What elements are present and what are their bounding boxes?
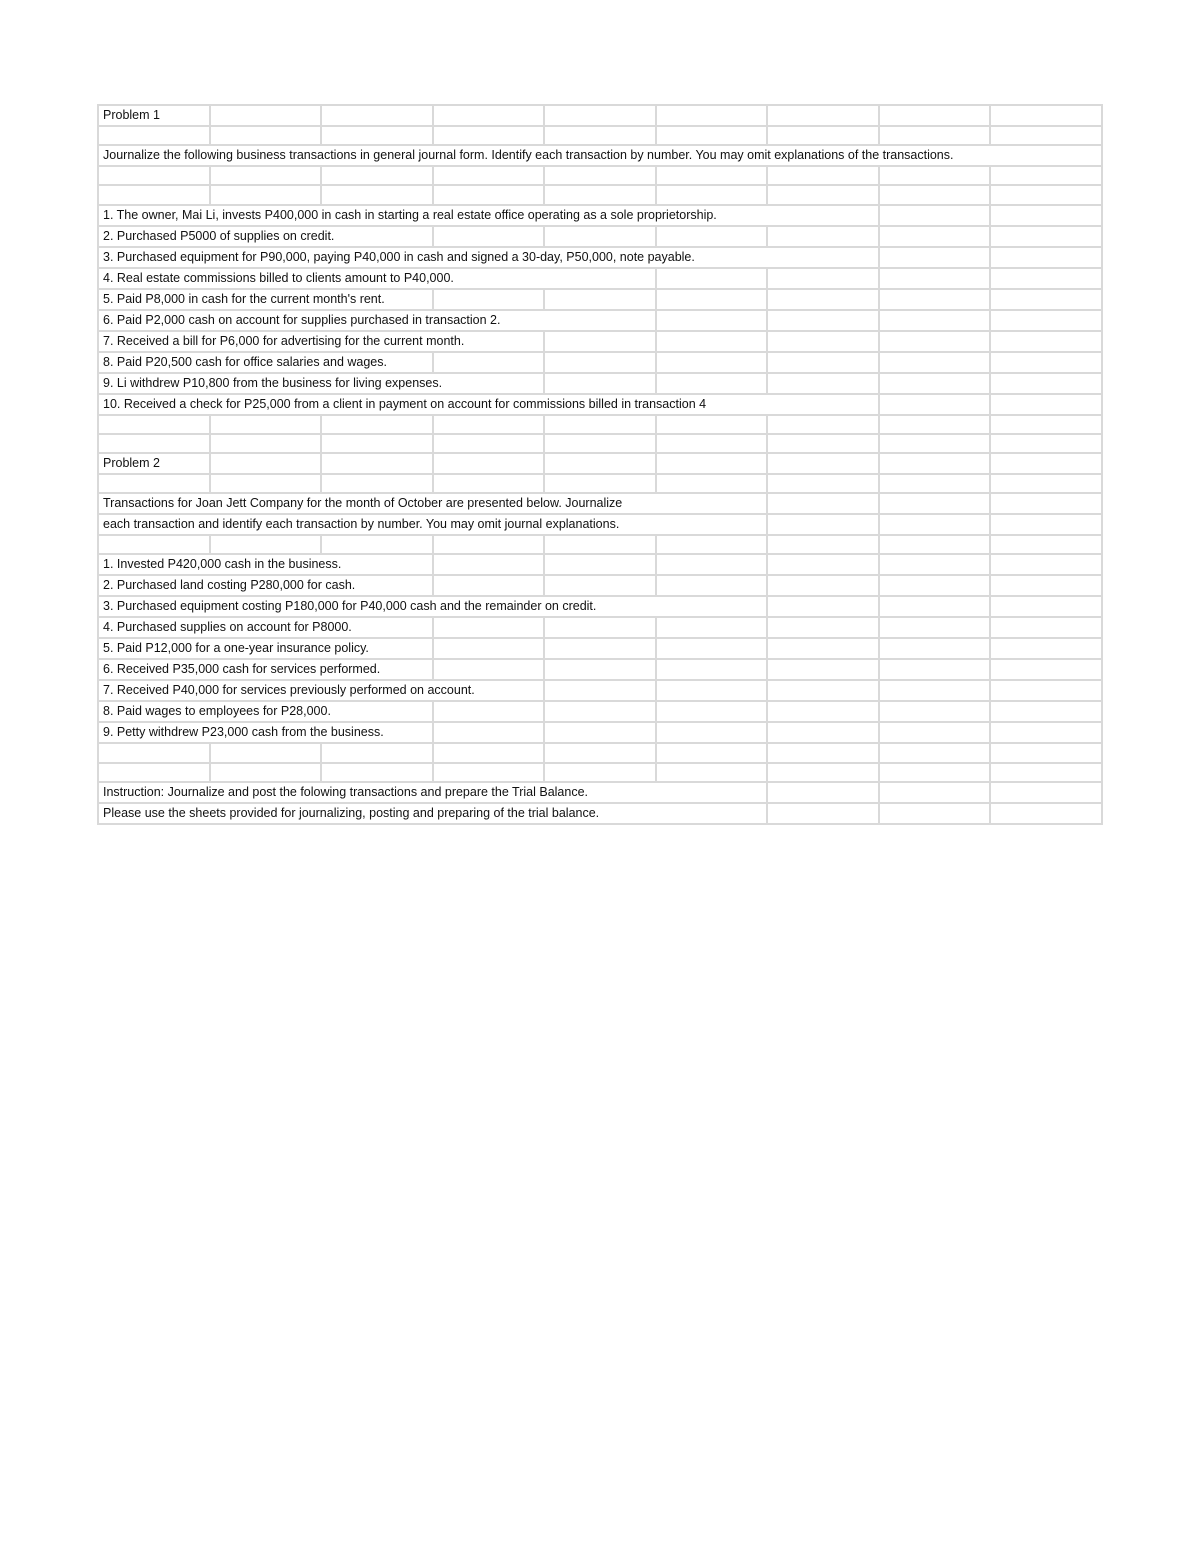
- sheet-row: [98, 226, 1102, 247]
- sheet-cell-empty[interactable]: [656, 226, 767, 247]
- spreadsheet-grid: [97, 104, 1103, 825]
- sheet-cell-empty[interactable]: [767, 514, 879, 535]
- sheet-cell-text[interactable]: [98, 126, 210, 145]
- sheet-cell-empty[interactable]: [879, 743, 990, 762]
- sheet-cell-empty[interactable]: [210, 743, 321, 762]
- sheet-cell-empty[interactable]: [767, 185, 879, 204]
- sheet-row: [98, 145, 1102, 166]
- sheet-cell-empty[interactable]: [210, 434, 321, 453]
- sheet-cell-empty[interactable]: [210, 185, 321, 204]
- sheet-cell-empty[interactable]: [767, 474, 879, 493]
- sheet-cell-empty[interactable]: [433, 226, 544, 247]
- sheet-cell-empty[interactable]: [767, 596, 879, 617]
- sheet-cell-empty[interactable]: [767, 493, 879, 514]
- sheet-cell-empty[interactable]: [767, 803, 879, 824]
- sheet-cell-empty[interactable]: [433, 722, 544, 743]
- sheet-cell-text[interactable]: [98, 415, 210, 434]
- sheet-cell-empty[interactable]: [990, 680, 1102, 701]
- sheet-cell-empty[interactable]: [767, 105, 879, 126]
- sheet-cell-empty[interactable]: [321, 185, 433, 204]
- sheet-cell-empty[interactable]: [990, 166, 1102, 185]
- sheet-cell-empty[interactable]: [544, 105, 656, 126]
- sheet-cell-empty[interactable]: [990, 373, 1102, 394]
- sheet-row: [98, 514, 1102, 535]
- sheet-row: [98, 205, 1102, 226]
- sheet-cell-empty[interactable]: [656, 453, 767, 474]
- sheet-cell-empty[interactable]: [990, 205, 1102, 226]
- sheet-cell-empty[interactable]: [879, 514, 990, 535]
- sheet-cell-empty[interactable]: [656, 268, 767, 289]
- sheet-cell-empty[interactable]: [879, 493, 990, 514]
- sheet-cell-empty[interactable]: [544, 289, 656, 310]
- sheet-cell-text[interactable]: 7. Received a bill for P6,000 for advertising for the current month.: [98, 331, 544, 352]
- sheet-cell-empty[interactable]: [767, 310, 879, 331]
- sheet-cell-empty[interactable]: [544, 680, 656, 701]
- sheet-cell-text[interactable]: 5. Paid P12,000 for a one-year insurance policy.: [98, 638, 433, 659]
- sheet-cell-empty[interactable]: [321, 535, 433, 554]
- sheet-cell-empty[interactable]: [879, 596, 990, 617]
- sheet-cell-text[interactable]: 8. Paid P20,500 cash for office salaries and wages.: [98, 352, 433, 373]
- sheet-cell-empty[interactable]: [544, 415, 656, 434]
- sheet-cell-empty[interactable]: [990, 453, 1102, 474]
- sheet-cell-empty[interactable]: [767, 575, 879, 596]
- sheet-cell-text[interactable]: 4. Purchased supplies on account for P8000.: [98, 617, 433, 638]
- sheet-cell-empty[interactable]: [879, 701, 990, 722]
- sheet-cell-empty[interactable]: [656, 535, 767, 554]
- sheet-cell-empty[interactable]: [433, 575, 544, 596]
- sheet-cell-empty[interactable]: [656, 126, 767, 145]
- sheet-cell-empty[interactable]: [656, 474, 767, 493]
- sheet-cell-empty[interactable]: [433, 434, 544, 453]
- sheet-cell-empty[interactable]: [433, 105, 544, 126]
- sheet-row: [98, 331, 1102, 352]
- sheet-cell-empty[interactable]: [767, 373, 879, 394]
- sheet-cell-empty[interactable]: [321, 763, 433, 782]
- sheet-cell-text[interactable]: [98, 434, 210, 453]
- sheet-cell-empty[interactable]: [990, 554, 1102, 575]
- sheet-cell-empty[interactable]: [544, 331, 656, 352]
- sheet-cell-empty[interactable]: [990, 394, 1102, 415]
- sheet-cell-empty[interactable]: [433, 617, 544, 638]
- sheet-cell-empty[interactable]: [879, 782, 990, 803]
- sheet-cell-empty[interactable]: [210, 453, 321, 474]
- sheet-cell-empty[interactable]: [656, 617, 767, 638]
- sheet-cell-empty[interactable]: [879, 126, 990, 145]
- sheet-cell-empty[interactable]: [210, 474, 321, 493]
- sheet-cell-text[interactable]: Journalize the following business transactions in general journal form. Identify each transaction by number. You may omit explanations of the transactions.: [98, 145, 1102, 166]
- sheet-cell-empty[interactable]: [879, 352, 990, 373]
- sheet-cell-empty[interactable]: [767, 331, 879, 352]
- sheet-cell-empty[interactable]: [433, 352, 544, 373]
- sheet-cell-text[interactable]: 10. Received a check for P25,000 from a client in payment on account for commissions billed in transaction 4: [98, 394, 879, 415]
- sheet-cell-text[interactable]: 5. Paid P8,000 in cash for the current month's rent.: [98, 289, 433, 310]
- sheet-cell-empty[interactable]: [767, 453, 879, 474]
- sheet-cell-empty[interactable]: [879, 659, 990, 680]
- sheet-cell-empty[interactable]: [990, 722, 1102, 743]
- sheet-cell-text[interactable]: 8. Paid wages to employees for P28,000.: [98, 701, 433, 722]
- sheet-cell-empty[interactable]: [656, 185, 767, 204]
- sheet-cell-empty[interactable]: [879, 453, 990, 474]
- sheet-cell-empty[interactable]: [321, 453, 433, 474]
- sheet-cell-empty[interactable]: [879, 310, 990, 331]
- sheet-cell-empty[interactable]: [656, 310, 767, 331]
- sheet-cell-empty[interactable]: [990, 493, 1102, 514]
- sheet-cell-empty[interactable]: [990, 638, 1102, 659]
- sheet-cell-empty[interactable]: [990, 575, 1102, 596]
- sheet-cell-empty[interactable]: [990, 415, 1102, 434]
- sheet-cell-empty[interactable]: [879, 331, 990, 352]
- sheet-cell-text[interactable]: 7. Received P40,000 for services previously performed on account.: [98, 680, 544, 701]
- sheet-cell-empty[interactable]: [656, 289, 767, 310]
- sheet-cell-empty[interactable]: [544, 185, 656, 204]
- sheet-cell-empty[interactable]: [990, 247, 1102, 268]
- sheet-cell-empty[interactable]: [990, 617, 1102, 638]
- sheet-cell-empty[interactable]: [544, 126, 656, 145]
- sheet-row: [98, 680, 1102, 701]
- sheet-cell-empty[interactable]: [990, 782, 1102, 803]
- sheet-row: [98, 554, 1102, 575]
- sheet-cell-empty[interactable]: [433, 638, 544, 659]
- sheet-cell-text[interactable]: 9. Li withdrew P10,800 from the business for living expenses.: [98, 373, 544, 394]
- sheet-cell-empty[interactable]: [879, 247, 990, 268]
- sheet-cell-empty[interactable]: [767, 434, 879, 453]
- sheet-cell-empty[interactable]: [321, 434, 433, 453]
- sheet-row: [98, 289, 1102, 310]
- sheet-row: [98, 415, 1102, 434]
- sheet-cell-empty[interactable]: [879, 373, 990, 394]
- sheet-cell-empty[interactable]: [321, 743, 433, 762]
- sheet-cell-empty[interactable]: [990, 701, 1102, 722]
- sheet-cell-empty[interactable]: [879, 105, 990, 126]
- sheet-cell-empty[interactable]: [879, 415, 990, 434]
- sheet-row: [98, 247, 1102, 268]
- sheet-cell-empty[interactable]: [990, 434, 1102, 453]
- sheet-cell-text[interactable]: 2. Purchased P5000 of supplies on credit.: [98, 226, 433, 247]
- sheet-cell-empty[interactable]: [767, 289, 879, 310]
- sheet-cell-empty[interactable]: [990, 514, 1102, 535]
- sheet-cell-empty[interactable]: [990, 289, 1102, 310]
- sheet-row: [98, 743, 1102, 762]
- sheet-cell-empty[interactable]: [656, 638, 767, 659]
- sheet-cell-text[interactable]: 1. Invested P420,000 cash in the business.: [98, 554, 433, 575]
- sheet-cell-empty[interactable]: [321, 126, 433, 145]
- sheet-cell-empty[interactable]: [767, 617, 879, 638]
- sheet-cell-empty[interactable]: [879, 535, 990, 554]
- sheet-cell-empty[interactable]: [321, 415, 433, 434]
- sheet-cell-text[interactable]: 3. Purchased equipment for P90,000, paying P40,000 in cash and signed a 30-day, P50,000, note payable.: [98, 247, 879, 268]
- sheet-cell-empty[interactable]: [767, 659, 879, 680]
- sheet-row: [98, 126, 1102, 145]
- sheet-cell-empty[interactable]: [656, 373, 767, 394]
- sheet-row: [98, 596, 1102, 617]
- sheet-cell-empty[interactable]: [544, 659, 656, 680]
- sheet-cell-empty[interactable]: [544, 226, 656, 247]
- sheet-row: [98, 701, 1102, 722]
- sheet-row: [98, 638, 1102, 659]
- sheet-cell-empty[interactable]: [544, 701, 656, 722]
- sheet-cell-empty[interactable]: [879, 434, 990, 453]
- sheet-cell-empty[interactable]: [879, 474, 990, 493]
- sheet-cell-empty[interactable]: [656, 415, 767, 434]
- sheet-cell-empty[interactable]: [767, 554, 879, 575]
- sheet-cell-empty[interactable]: [767, 743, 879, 762]
- sheet-cell-empty[interactable]: [544, 373, 656, 394]
- sheet-cell-empty[interactable]: [544, 453, 656, 474]
- sheet-row: [98, 310, 1102, 331]
- sheet-cell-text[interactable]: Problem 1: [98, 105, 210, 126]
- sheet-row: [98, 803, 1102, 824]
- sheet-cell-empty[interactable]: [433, 474, 544, 493]
- sheet-cell-empty[interactable]: [656, 352, 767, 373]
- sheet-cell-text[interactable]: Problem 2: [98, 453, 210, 474]
- sheet-cell-empty[interactable]: [544, 575, 656, 596]
- sheet-cell-text[interactable]: 6. Paid P2,000 cash on account for supplies purchased in transaction 2.: [98, 310, 656, 331]
- sheet-cell-empty[interactable]: [656, 680, 767, 701]
- sheet-cell-text[interactable]: each transaction and identify each transaction by number. You may omit journal explanations.: [98, 514, 767, 535]
- sheet-cell-empty[interactable]: [210, 535, 321, 554]
- sheet-cell-empty[interactable]: [879, 394, 990, 415]
- sheet-cell-empty[interactable]: [433, 554, 544, 575]
- sheet-cell-text[interactable]: 3. Purchased equipment costing P180,000 for P40,000 cash and the remainder on credit.: [98, 596, 767, 617]
- sheet-cell-empty[interactable]: [656, 554, 767, 575]
- sheet-cell-text[interactable]: [98, 185, 210, 204]
- sheet-cell-empty[interactable]: [990, 105, 1102, 126]
- sheet-cell-empty[interactable]: [767, 782, 879, 803]
- sheet-cell-text[interactable]: [98, 535, 210, 554]
- sheet-row: [98, 575, 1102, 596]
- sheet-cell-empty[interactable]: [544, 474, 656, 493]
- sheet-cell-empty[interactable]: [544, 352, 656, 373]
- sheet-cell-empty[interactable]: [879, 226, 990, 247]
- sheet-cell-empty[interactable]: [879, 617, 990, 638]
- sheet-cell-empty[interactable]: [990, 803, 1102, 824]
- sheet-cell-empty[interactable]: [656, 722, 767, 743]
- sheet-cell-empty[interactable]: [433, 166, 544, 185]
- sheet-cell-empty[interactable]: [433, 763, 544, 782]
- sheet-cell-text[interactable]: 2. Purchased land costing P280,000 for cash.: [98, 575, 433, 596]
- sheet-cell-empty[interactable]: [879, 268, 990, 289]
- sheet-row: [98, 722, 1102, 743]
- sheet-row: [98, 434, 1102, 453]
- sheet-cell-empty[interactable]: [767, 352, 879, 373]
- sheet-cell-empty[interactable]: [879, 638, 990, 659]
- sheet-cell-empty[interactable]: [544, 554, 656, 575]
- sheet-cell-empty[interactable]: [990, 743, 1102, 762]
- sheet-cell-empty[interactable]: [767, 638, 879, 659]
- sheet-cell-empty[interactable]: [544, 743, 656, 762]
- sheet-cell-text[interactable]: 4. Real estate commissions billed to clients amount to P40,000.: [98, 268, 656, 289]
- sheet-row: [98, 659, 1102, 680]
- sheet-cell-empty[interactable]: [767, 166, 879, 185]
- sheet-cell-empty[interactable]: [656, 701, 767, 722]
- sheet-cell-empty[interactable]: [990, 352, 1102, 373]
- sheet-cell-empty[interactable]: [656, 166, 767, 185]
- sheet-cell-empty[interactable]: [879, 803, 990, 824]
- sheet-cell-empty[interactable]: [544, 638, 656, 659]
- sheet-cell-empty[interactable]: [210, 166, 321, 185]
- sheet-cell-empty[interactable]: [321, 105, 433, 126]
- sheet-cell-empty[interactable]: [433, 743, 544, 762]
- sheet-cell-empty[interactable]: [433, 289, 544, 310]
- sheet-cell-empty[interactable]: [767, 680, 879, 701]
- sheet-cell-empty[interactable]: [767, 126, 879, 145]
- sheet-cell-empty[interactable]: [656, 743, 767, 762]
- sheet-row: [98, 352, 1102, 373]
- sheet-cell-empty[interactable]: [544, 434, 656, 453]
- sheet-cell-empty[interactable]: [990, 126, 1102, 145]
- sheet-cell-empty[interactable]: [544, 617, 656, 638]
- sheet-row: [98, 373, 1102, 394]
- sheet-row: [98, 453, 1102, 474]
- sheet-cell-empty[interactable]: [990, 226, 1102, 247]
- sheet-cell-text[interactable]: Instruction: Journalize and post the folowing transactions and prepare the Trial Balance.: [98, 782, 767, 803]
- sheet-cell-empty[interactable]: [879, 680, 990, 701]
- sheet-cell-empty[interactable]: [210, 415, 321, 434]
- sheet-cell-empty[interactable]: [321, 166, 433, 185]
- sheet-cell-empty[interactable]: [433, 453, 544, 474]
- sheet-cell-empty[interactable]: [879, 554, 990, 575]
- sheet-row: [98, 782, 1102, 803]
- sheet-cell-empty[interactable]: [990, 310, 1102, 331]
- sheet-cell-empty[interactable]: [656, 105, 767, 126]
- sheet-row: [98, 535, 1102, 554]
- sheet-cell-empty[interactable]: [879, 205, 990, 226]
- sheet-cell-empty[interactable]: [767, 415, 879, 434]
- sheet-cell-empty[interactable]: [656, 659, 767, 680]
- sheet-cell-text[interactable]: [98, 474, 210, 493]
- sheet-cell-empty[interactable]: [990, 268, 1102, 289]
- sheet-cell-empty[interactable]: [544, 166, 656, 185]
- sheet-cell-empty[interactable]: [210, 105, 321, 126]
- sheet-cell-empty[interactable]: [210, 763, 321, 782]
- sheet-cell-empty[interactable]: [433, 415, 544, 434]
- sheet-cell-empty[interactable]: [767, 722, 879, 743]
- sheet-cell-empty[interactable]: [433, 126, 544, 145]
- sheet-cell-empty[interactable]: [990, 474, 1102, 493]
- sheet-cell-empty[interactable]: [990, 535, 1102, 554]
- sheet-cell-empty[interactable]: [767, 268, 879, 289]
- sheet-cell-empty[interactable]: [544, 722, 656, 743]
- sheet-cell-empty[interactable]: [990, 763, 1102, 782]
- sheet-cell-empty[interactable]: [767, 226, 879, 247]
- sheet-row: [98, 394, 1102, 415]
- sheet-cell-empty[interactable]: [879, 166, 990, 185]
- sheet-cell-text[interactable]: Transactions for Joan Jett Company for the month of October are presented below. Journalize: [98, 493, 767, 514]
- sheet-cell-empty[interactable]: [879, 185, 990, 204]
- sheet-row: [98, 268, 1102, 289]
- sheet-cell-empty[interactable]: [879, 763, 990, 782]
- sheet-cell-empty[interactable]: [656, 763, 767, 782]
- sheet-cell-empty[interactable]: [210, 126, 321, 145]
- sheet-cell-text[interactable]: 1. The owner, Mai Li, invests P400,000 in cash in starting a real estate office operating as a sole proprietorship.: [98, 205, 879, 226]
- sheet-cell-empty[interactable]: [990, 331, 1102, 352]
- sheet-body: [98, 105, 1102, 824]
- sheet-cell-text[interactable]: Please use the sheets provided for journalizing, posting and preparing of the trial balance.: [98, 803, 767, 824]
- sheet-cell-empty[interactable]: [433, 535, 544, 554]
- sheet-cell-empty[interactable]: [656, 331, 767, 352]
- sheet-cell-empty[interactable]: [990, 185, 1102, 204]
- sheet-cell-empty[interactable]: [879, 722, 990, 743]
- sheet-row: [98, 166, 1102, 185]
- sheet-cell-text[interactable]: 9. Petty withdrew P23,000 cash from the business.: [98, 722, 433, 743]
- sheet-cell-empty[interactable]: [433, 185, 544, 204]
- sheet-row: [98, 474, 1102, 493]
- sheet-cell-empty[interactable]: [767, 701, 879, 722]
- sheet-row: [98, 185, 1102, 204]
- sheet-cell-text[interactable]: [98, 166, 210, 185]
- sheet-cell-empty[interactable]: [433, 701, 544, 722]
- sheet-cell-text[interactable]: 6. Received P35,000 cash for services performed.: [98, 659, 433, 680]
- sheet-cell-empty[interactable]: [321, 474, 433, 493]
- sheet-row: [98, 105, 1102, 126]
- sheet-cell-empty[interactable]: [433, 659, 544, 680]
- sheet-cell-empty[interactable]: [544, 763, 656, 782]
- sheet-cell-empty[interactable]: [879, 289, 990, 310]
- sheet-row: [98, 493, 1102, 514]
- sheet-cell-empty[interactable]: [990, 659, 1102, 680]
- sheet-cell-text[interactable]: [98, 743, 210, 762]
- sheet-cell-empty[interactable]: [544, 535, 656, 554]
- sheet-cell-empty[interactable]: [767, 763, 879, 782]
- sheet-cell-empty[interactable]: [990, 596, 1102, 617]
- sheet-cell-empty[interactable]: [656, 575, 767, 596]
- sheet-row: [98, 763, 1102, 782]
- sheet-cell-empty[interactable]: [656, 434, 767, 453]
- sheet-cell-empty[interactable]: [767, 535, 879, 554]
- sheet-cell-text[interactable]: [98, 763, 210, 782]
- sheet-row: [98, 617, 1102, 638]
- sheet-cell-empty[interactable]: [879, 575, 990, 596]
